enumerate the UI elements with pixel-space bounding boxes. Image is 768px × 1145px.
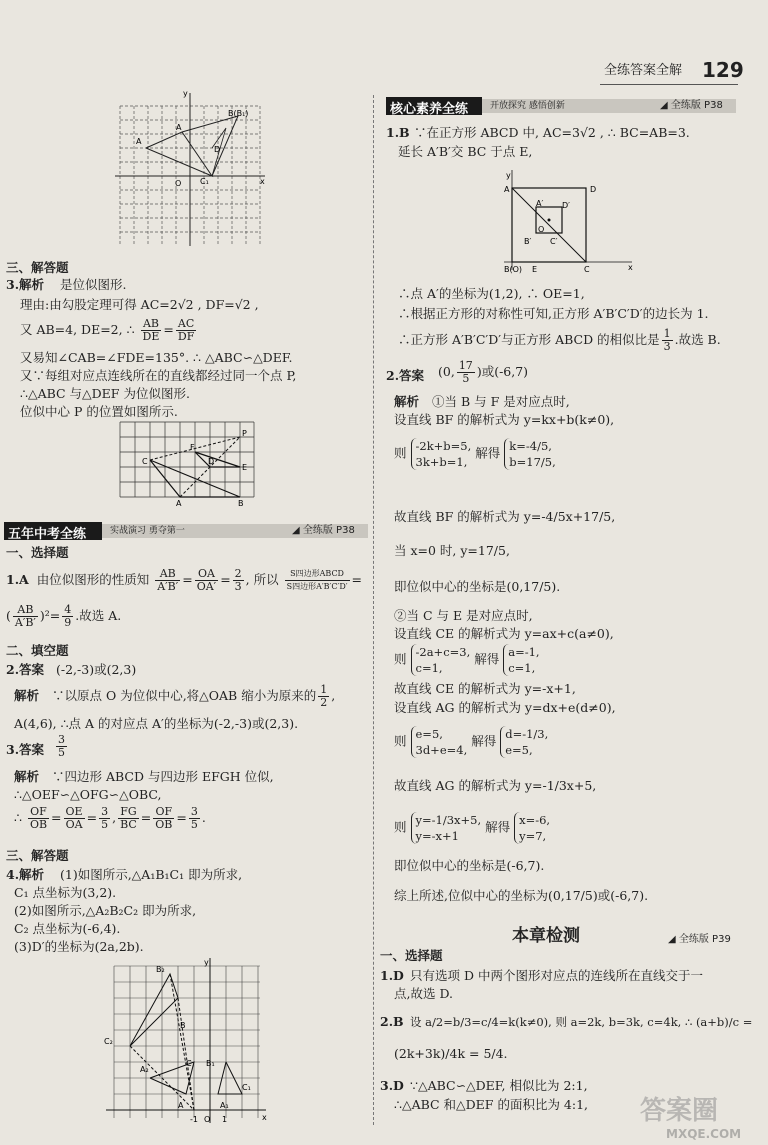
system-3: 则 e=5, 3d+e=4, 解得 d=-1/3, e=5, <box>394 727 549 757</box>
text-line: (3)D′的坐标为(2a,2b). <box>14 939 144 954</box>
svg-text:A: A <box>176 123 182 132</box>
section-heading: 三、解答题 <box>6 260 69 275</box>
text-line: 故直线 CE 的解析式为 y=-x+1, <box>394 681 576 696</box>
section-title: 全练答案全解 <box>604 63 683 78</box>
text-line: 又 AB=4, DE=2, ∴ $\frac{AB}{DE}$ = $\frac{AC}{DF}$ <box>20 317 195 343</box>
svg-text:P: P <box>242 429 247 438</box>
watermark-url: MXQE.COM <box>666 1127 742 1141</box>
text-line: 位似中心 P 的位置如图所示. <box>20 404 178 419</box>
text-line: ∴正方形 A′B′C′D′与正方形 ABCD 的相似比是 $\frac{1}{3}$ .故选 B. <box>398 327 721 353</box>
text-line: 故直线 AG 的解析式为 y=-1/3x+5, <box>394 778 597 793</box>
banner-title: 核心素养全练 <box>390 102 469 117</box>
q3b-jiexi: 解析 <box>14 769 40 784</box>
text-line: ∴点 A′的坐标为(1,2), ∴ OE=1, <box>398 286 585 301</box>
svg-text:C: C <box>584 265 590 274</box>
c2-number: 2.B <box>380 1014 404 1029</box>
svg-text:O: O <box>538 225 545 234</box>
svg-text:C₂: C₂ <box>104 1037 113 1046</box>
svg-text:A: A <box>504 185 510 194</box>
svg-text:O: O <box>204 1115 211 1124</box>
text-line: ∴根据正方形的对称性可知,正方形 A′B′C′D′的边长为 1. <box>398 306 709 321</box>
text-line: 当 x=0 时, y=17/5, <box>394 543 510 558</box>
svg-text:C₁: C₁ <box>200 177 209 186</box>
q2-jiexi: 解析 <box>14 688 40 703</box>
section-heading: 三、解答题 <box>6 848 69 863</box>
section-heading: 一、选择题 <box>380 948 443 963</box>
svg-text:x: x <box>262 1113 267 1122</box>
system-1: 则 -2k+b=5, 3k+b=1, 解得 k=-4/5, b=17/5, <box>394 439 556 469</box>
svg-text:C₁: C₁ <box>242 1083 251 1092</box>
svg-text:A₁: A₁ <box>220 1101 229 1110</box>
text-line: 是位似图形. <box>60 277 127 292</box>
text-line: (1)如图所示,△A₁B₁C₁ 即为所求, <box>60 867 243 882</box>
svg-text:D′: D′ <box>562 201 570 210</box>
text-line: ∴△ABC 和△DEF 的面积比为 4:1, <box>394 1097 589 1112</box>
banner-core <box>386 97 736 115</box>
text-line: 只有选项 D 中两个图形对应点的连线所在直线交于一 <box>410 968 703 983</box>
page-header <box>560 58 760 84</box>
text-line: (2k+3k)/4k = 5/4. <box>394 1046 508 1061</box>
svg-text:E: E <box>242 463 248 472</box>
q1-line2: ( $\frac{AB}{A'B'}$ )²= $\frac{4}{9}$ .故选 A. <box>6 603 122 629</box>
system-4: 则 y=-1/3x+5, y=-x+1 解得 x=-6, y=7, <box>394 813 551 843</box>
banner-ref: ◢ 全练版 P38 <box>292 525 355 536</box>
svg-text:y: y <box>506 171 511 180</box>
section-heading: 一、选择题 <box>6 545 69 560</box>
svg-text:x: x <box>260 177 265 186</box>
svg-text:B: B <box>238 499 244 508</box>
banner-subtitle: 实战演习 勇夺第一 <box>110 526 185 536</box>
text-line: ∴ $\frac{OF}{OB}$ = $\frac{OE}{OA}$ = $\frac{3}{5}$ , $\frac{FG}{BC}$ = $\frac{OF}{OB}$ = $\frac{3}{5}$ . <box>14 805 206 831</box>
text-span: 又 AB=4, DE=2, ∴ <box>20 322 135 337</box>
text-line: 故直线 BF 的解析式为 y=-4/5x+17/5, <box>394 509 616 524</box>
svg-text:1: 1 <box>222 1115 228 1124</box>
text-line: (2)如图所示,△A₂B₂C₂ 即为所求, <box>14 903 197 918</box>
page-number: 129 <box>702 58 744 82</box>
text-line: 综上所述,位似中心的坐标为(0,17/5)或(-6,7). <box>394 888 649 903</box>
section-heading: 二、填空题 <box>6 643 69 658</box>
r-q1-number: 1.B <box>386 125 410 140</box>
grid-figure-3 <box>100 958 270 1133</box>
text-line: 设直线 CE 的解析式为 y=ax+c(a≠0), <box>394 626 614 641</box>
fraction: $\frac{AC}{DF}$ <box>177 317 195 343</box>
system-2: 则 -2a+c=3, c=1, 解得 a=-1, c=1, <box>394 645 540 675</box>
text-line: C₁ 点坐标为(3,2). <box>14 885 117 900</box>
q1-line1: 1.A 由位似图形的性质知 $\frac{AB}{A'B'}$ = $\frac{OA}{OA'}$ = $\frac{2}{3}$ , 所以 $\frac{\text{S四边形ABCD}}{\text{S四边形A′B′C′D′}}$ = <box>6 567 363 593</box>
text-line: ∴△ABC 与△DEF 为位似图形. <box>20 386 190 401</box>
text-line: ∵四边形 ABCD 与四边形 EFGH 位似, <box>52 769 274 784</box>
svg-text:y: y <box>204 958 209 967</box>
svg-text:A₂: A₂ <box>140 1065 149 1074</box>
svg-text:-1: -1 <box>190 1115 198 1124</box>
text-line: 即位似中心的坐标是(-6,7). <box>394 858 545 873</box>
text-line: ②当 C 与 E 是对应点时, <box>394 608 533 623</box>
svg-text:E: E <box>532 265 538 274</box>
text-line: 又∵每组对应点连线所在的直线都经过同一个点 P, <box>20 368 297 383</box>
text-line: C₂ 点坐标为(-6,4). <box>14 921 121 936</box>
svg-text:A: A <box>176 499 182 508</box>
svg-text:C: C <box>186 1059 192 1068</box>
text-line: 又易知∠CAB=∠FDE=135°. ∴ △ABC∽△DEF. <box>20 350 293 365</box>
svg-text:B₁: B₁ <box>206 1059 215 1068</box>
header-rule <box>600 84 738 85</box>
q2-number: 2.答案 <box>6 662 45 677</box>
svg-text:B′: B′ <box>524 237 532 246</box>
banner-five-year <box>4 522 368 540</box>
banner-subtitle: 开放探究 感悟创新 <box>490 101 565 111</box>
q3b-number: 3.答案 <box>6 742 45 757</box>
text-line: ∵以原点 O 为位似中心,将△OAB 缩小为原来的 $\frac{1}{2}$ , <box>52 683 336 709</box>
svg-text:x: x <box>628 263 633 272</box>
svg-text:B: B <box>180 1021 186 1030</box>
svg-text:A′: A′ <box>536 199 544 208</box>
svg-text:B(B₁): B(B₁) <box>228 109 249 118</box>
q4-number: 4.解析 <box>6 867 45 882</box>
svg-text:D: D <box>590 185 597 194</box>
svg-text:D: D <box>208 457 215 466</box>
svg-text:C′: C′ <box>550 237 558 246</box>
chapter-ref: ◢ 全练版 P39 <box>668 934 731 945</box>
r-q2-jiexi: 解析 <box>394 394 420 409</box>
text-line: 理由:由勾股定理可得 AC=2√2 , DF=√2 , <box>20 297 259 312</box>
r-q2-answer: (0, $\frac{17}{5}$ )或(-6,7) <box>438 359 529 385</box>
svg-text:A: A <box>136 137 142 146</box>
text-line: 延长 A′B′交 BC 于点 E, <box>398 144 533 159</box>
text-line: ∵在正方形 ABCD 中, AC=3√2 , ∴ BC=AB=3. <box>414 125 690 140</box>
svg-text:y: y <box>183 89 188 98</box>
banner-title: 五年中考全练 <box>8 527 87 542</box>
svg-text:F: F <box>190 443 195 452</box>
svg-text:B₂: B₂ <box>156 965 165 974</box>
text-line: 即位似中心的坐标是(0,17/5). <box>394 579 561 594</box>
watermark-logo <box>636 1096 764 1142</box>
text-line: 设直线 AG 的解析式为 y=dx+e(d≠0), <box>394 700 616 715</box>
q3b-answer: $\frac{3}{5}$ <box>58 733 65 759</box>
text-line: 设直线 BF 的解析式为 y=kx+b(k≠0), <box>394 412 615 427</box>
grid-figure-1 <box>110 88 270 248</box>
text-line: ∴△OEF∽△OFG∽△OBC, <box>14 787 162 802</box>
r-q2-number: 2.答案 <box>386 368 425 383</box>
c1-number: 1.D <box>380 968 404 983</box>
text-line: ①当 B 与 F 是对应点时, <box>432 394 570 409</box>
watermark-text: 答案圈 <box>640 1096 719 1126</box>
q2-answer: (-2,-3)或(2,3) <box>56 662 137 677</box>
q3-number: 3.解析 <box>6 277 45 292</box>
text-line: 点,故选 D. <box>394 986 453 1001</box>
text-line: A(4,6), ∴点 A 的对应点 A′的坐标为(-2,-3)或(2,3). <box>14 716 299 731</box>
svg-text:B(O): B(O) <box>504 265 523 274</box>
column-divider <box>373 95 375 1125</box>
square-figure <box>500 170 640 278</box>
text-line: ∵△ABC∽△DEF, 相似比为 2:1, <box>410 1078 588 1093</box>
chapter-title: 本章检测 <box>512 926 580 946</box>
fraction: $\frac{AB}{DE}$ <box>142 317 160 343</box>
svg-text:D: D <box>214 145 221 154</box>
text-line: 设 a/2=b/3=c/4=k(k≠0), 则 a=2k, b=3k, c=4k, ∴ (a+b)/c = <box>410 1015 753 1029</box>
svg-text:O: O <box>175 179 182 188</box>
svg-text:A: A <box>178 1101 184 1110</box>
c3-number: 3.D <box>380 1078 404 1093</box>
banner-ref: ◢ 全练版 P38 <box>660 100 723 111</box>
grid-figure-2 <box>118 420 258 510</box>
svg-text:C: C <box>142 457 148 466</box>
